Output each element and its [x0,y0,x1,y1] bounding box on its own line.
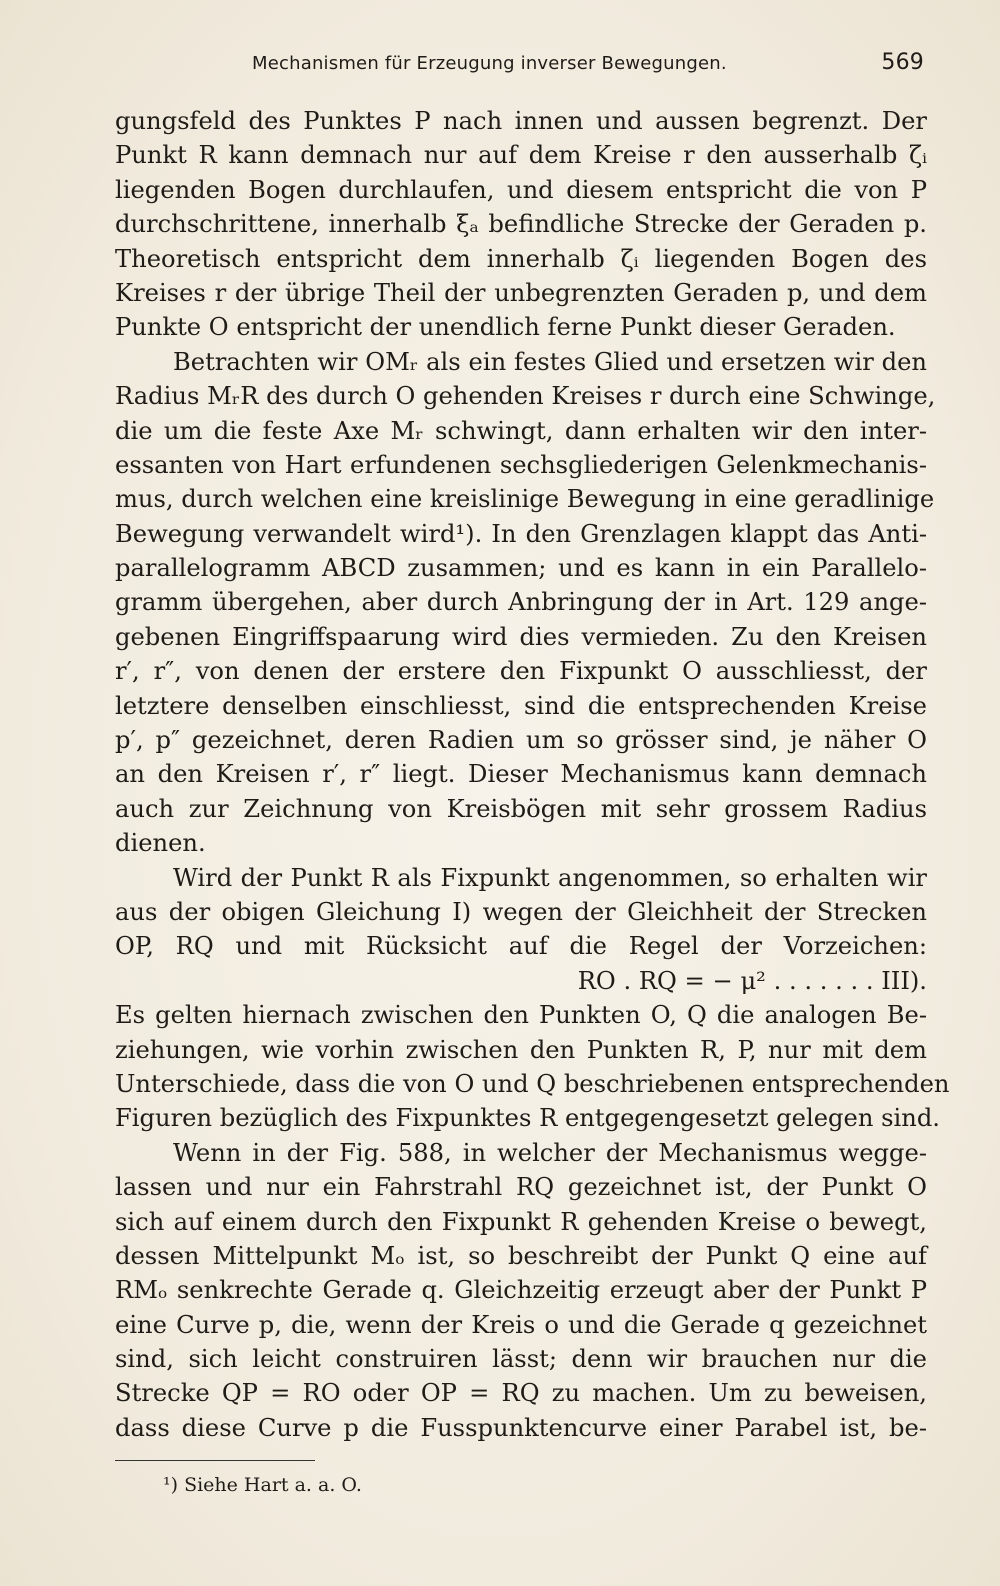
text-line: RMₒ senkrechte Gerade q. Gleichzeitig erzeugt aber der Punkt P [115,1276,927,1305]
text-line: Unterschiede, dass die von O und Q beschriebenen entsprechenden [115,1069,950,1098]
text-line: Punkte O entspricht der unendlich ferne Punkt dieser Geraden. [115,313,896,342]
running-header [252,50,924,84]
text-line: essanten von Hart erfundenen sechsgliederigen Gelenkmechanis- [115,450,927,479]
text-line: dass diese Curve p die Fusspunktencurve einer Parabel ist, be- [115,1413,927,1442]
text-line: Betrachten wir OMᵣ als ein festes Glied und ersetzen wir den [173,347,927,376]
equation-line: RO . RQ = − μ² . . . . . . . III). [577,966,927,995]
text-line: letztere denselben einschliesst, sind die entsprechenden Kreise [115,691,927,720]
text-line: die um die feste Axe Mᵣ schwingt, dann erhalten wir den inter- [115,416,927,445]
text-line: auch zur Zeichnung von Kreisbögen mit sehr grossem Radius [115,794,927,823]
text-line: gramm übergehen, aber durch Anbringung der in Art. 129 ange- [115,588,927,617]
text-line: dienen. [115,829,206,858]
text-line: an den Kreisen r′, r″ liegt. Dieser Mechanismus kann demnach [115,760,927,789]
text-line: dessen Mittelpunkt Mₒ ist, so beschreibt der Punkt Q eine auf [115,1241,927,1270]
footnote: ¹) Siehe Hart a. a. O. [163,1474,362,1496]
text-line: parallelogramm ABCD zusammen; und es kann in ein Parallelo- [115,554,927,583]
text-line: liegenden Bogen durchlaufen, und diesem entspricht die von P [115,175,927,204]
text-line: gungsfeld des Punktes P nach innen und aussen begrenzt. Der [115,107,927,135]
running-title: Mechanismen für Erzeugung inverser Bewegungen. [252,53,727,74]
text-line: ziehungen, wie vorhin zwischen den Punkten R, P, nur mit dem [115,1035,927,1064]
text-line: p′, p″ gezeichnet, deren Radien um so grösser sind, je näher O [115,726,927,755]
text-line: Kreises r der übrige Theil der unbegrenzten Geraden p, und dem [115,278,927,307]
text-line: aus der obigen Gleichung I) wegen der Gleichheit der Strecken [115,897,927,926]
text-line: Wird der Punkt R als Fixpunkt angenommen, so erhalten wir [173,863,927,892]
text-line: Es gelten hiernach zwischen den Punkten O, Q die analogen Be- [115,1001,927,1030]
text-line: sich auf einem durch den Fixpunkt R gehenden Kreise o bewegt, [115,1207,927,1236]
text-line: Punkt R kann demnach nur auf dem Kreise r den ausserhalb ζᵢ [115,141,927,170]
text-line: sind, sich leicht construiren lässt; denn wir brauchen nur die [115,1345,927,1374]
text-line: mus, durch welchen eine kreislinige Bewegung in eine geradlinige [115,485,935,514]
text-line: Strecke QP = RO oder OP = RQ zu machen. Um zu beweisen, [115,1379,927,1408]
text-line: Figuren bezüglich des Fixpunktes R entgegengesetzt gelegen sind. [115,1104,940,1133]
footnote-divider [115,1460,315,1461]
text-line: eine Curve p, die, wenn der Kreis o und die Gerade q gezeichnet [115,1310,927,1339]
text-line: Bewegung verwandelt wird¹). In den Grenzlagen klappt das Anti- [115,519,927,548]
text-line: lassen und nur ein Fahrstrahl RQ gezeichnet ist, der Punkt O [115,1173,927,1202]
text-line: gebenen Eingriffspaarung wird dies vermieden. Zu den Kreisen [115,622,927,651]
text-line: OP, RQ und mit Rücksicht auf die Regel der Vorzeichen: [115,932,927,961]
text-line: Radius MᵣR des durch O gehenden Kreises r durch eine Schwinge, [115,382,936,411]
text-line: r′, r″, von denen der erstere den Fixpunkt O ausschliesst, der [115,657,927,686]
text-line: durchschrittene, innerhalb ξₐ befindliche Strecke der Geraden p. [115,210,927,239]
text-line: Wenn in der Fig. 588, in welcher der Mechanismus wegge- [173,1138,927,1167]
body-text [115,104,950,1445]
page-number: 569 [881,50,924,75]
text-line: Theoretisch entspricht dem innerhalb ζᵢ liegenden Bogen des [115,244,927,273]
